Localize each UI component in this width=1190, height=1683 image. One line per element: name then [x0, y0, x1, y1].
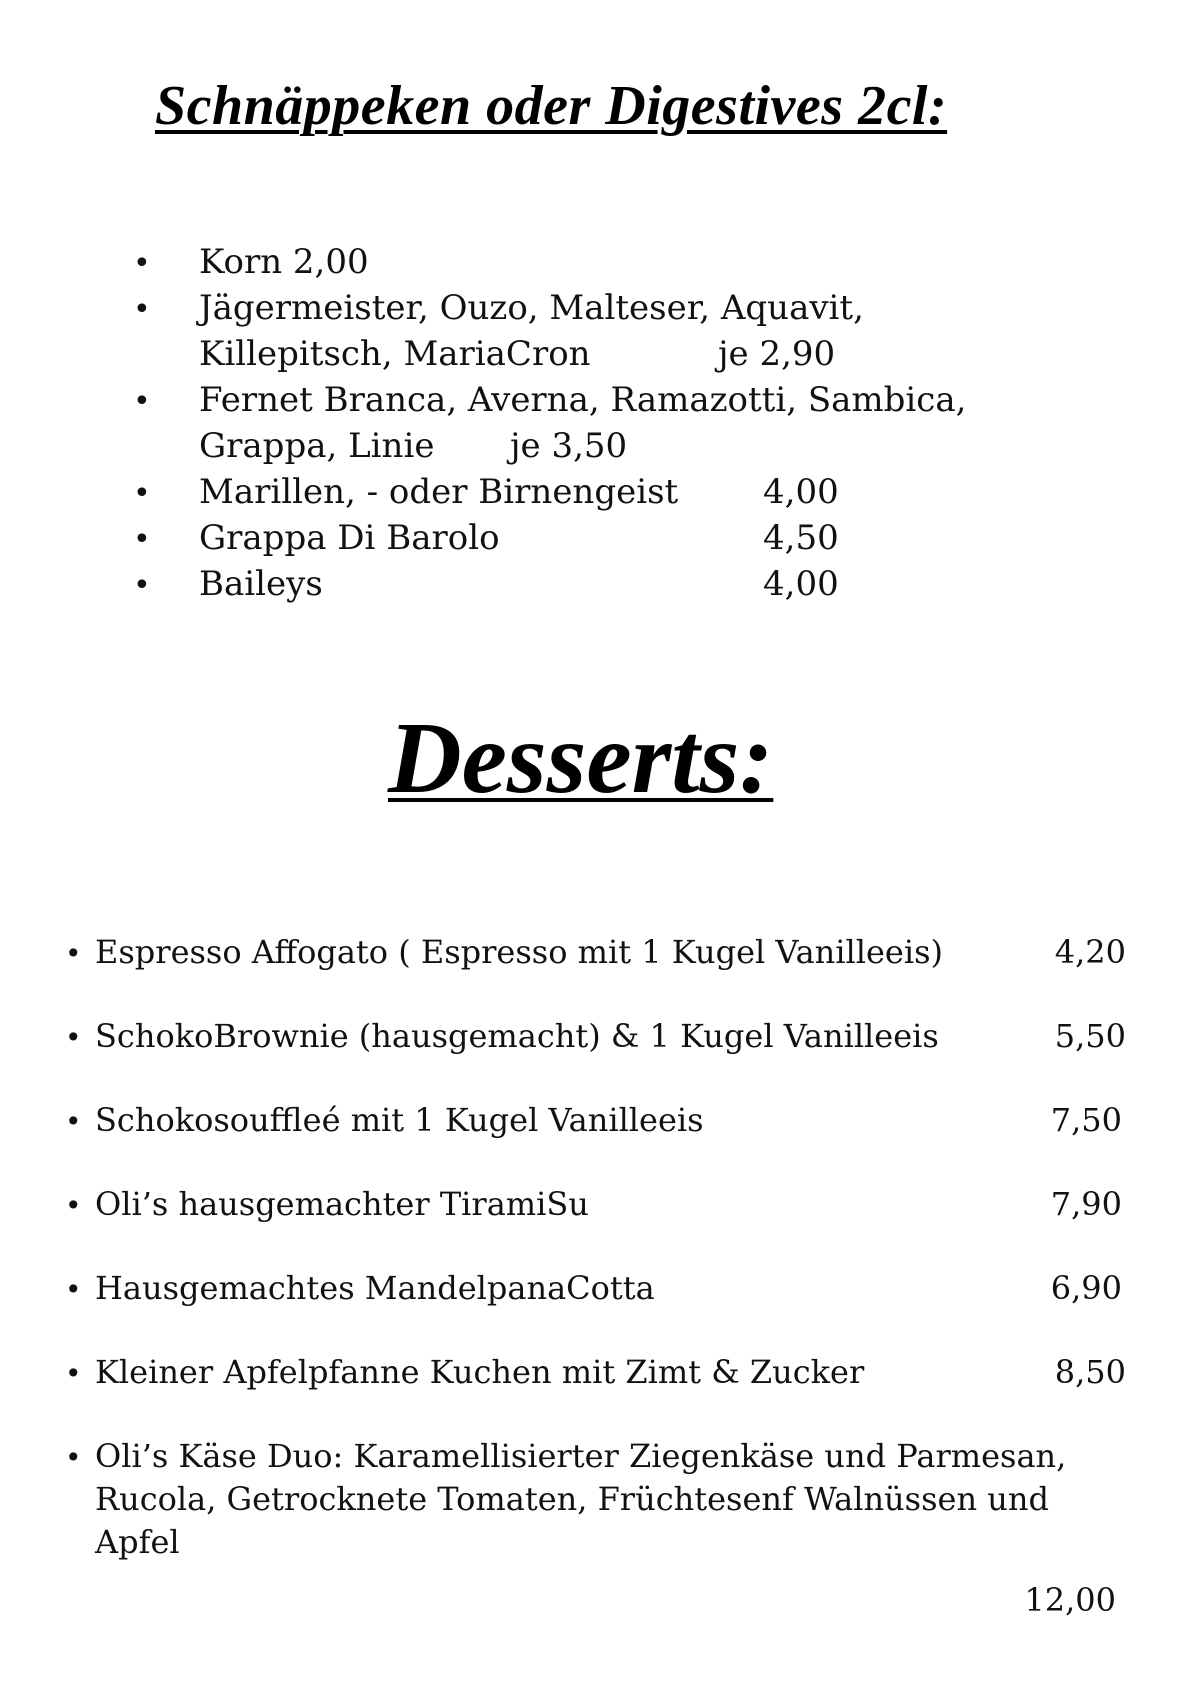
dessert-item-name: Oli’s Käse Duo: Karamellisierter Ziegenkäse und Parmesan, — [95, 1437, 1067, 1475]
dessert-item-name: SchokoBrownie (hausgemacht) & 1 Kugel Vanilleeis — [95, 1017, 939, 1055]
digestif-item-line: Killepitsch, MariaCron — [199, 334, 591, 374]
bullet-icon: • — [133, 568, 151, 603]
bullet-icon: • — [65, 1105, 82, 1138]
digestif-item-price: 4,00 — [763, 564, 839, 604]
bullet-icon: • — [65, 1021, 82, 1054]
dessert-item-name: Espresso Affogato ( Espresso mit 1 Kugel Vanilleeis) — [95, 933, 943, 971]
bullet-icon: • — [133, 384, 151, 419]
dessert-item-name: Oli’s hausgemachter TiramiSu — [95, 1185, 589, 1223]
bullet-icon: • — [65, 937, 82, 970]
dessert-item-price: 7,50 — [1050, 1101, 1122, 1139]
dessert-item-name: Schokosouffleé mit 1 Kugel Vanilleeis — [95, 1101, 704, 1139]
bullet-icon: • — [133, 476, 151, 511]
digestif-item-line: Marillen, - oder Birnengeist — [199, 472, 679, 512]
dessert-item-name: Apfel — [95, 1523, 180, 1561]
digestif-item-line: Grappa, Linie — [199, 426, 435, 466]
bullet-icon: • — [65, 1357, 82, 1390]
dessert-item-name: Hausgemachtes MandelpanaCotta — [95, 1269, 655, 1307]
dessert-item-price: 8,50 — [1054, 1353, 1126, 1391]
bullet-icon: • — [133, 292, 151, 327]
bullet-icon: • — [133, 246, 151, 281]
dessert-item-price: 4,20 — [1054, 933, 1126, 971]
digestif-item-price: 4,00 — [763, 472, 839, 512]
dessert-item-price: 12,00 — [1024, 1581, 1116, 1619]
dessert-item-name: Kleiner Apfelpfanne Kuchen mit Zimt & Zucker — [95, 1353, 865, 1391]
dessert-item-price: 6,90 — [1050, 1269, 1122, 1307]
digestif-item-line: Fernet Branca, Averna, Ramazotti, Sambica, — [199, 380, 967, 420]
digestif-item-price: je 2,90 — [718, 334, 836, 374]
bullet-icon: • — [65, 1189, 82, 1222]
digestif-item-line: Korn 2,00 — [199, 242, 369, 282]
bullet-icon: • — [65, 1441, 82, 1474]
digestif-item-line: Baileys — [199, 564, 323, 604]
dessert-item-price: 5,50 — [1054, 1017, 1126, 1055]
dessert-section-title: Desserts: — [388, 702, 774, 815]
digestif-item-price: je 3,50 — [510, 426, 628, 466]
bullet-icon: • — [133, 522, 151, 557]
digestif-item-line: Jägermeister, Ouzo, Malteser, Aquavit, — [199, 288, 864, 328]
digestif-item-line: Grappa Di Barolo — [199, 518, 500, 558]
bullet-icon: • — [65, 1273, 82, 1306]
digestif-section-title: Schnäppeken oder Digestives 2cl: — [155, 75, 948, 137]
digestif-item-price: 4,50 — [763, 518, 839, 558]
dessert-item-name: Rucola, Getrocknete Tomaten, Früchtesenf Walnüssen und — [95, 1480, 1049, 1518]
dessert-item-price: 7,90 — [1050, 1185, 1122, 1223]
